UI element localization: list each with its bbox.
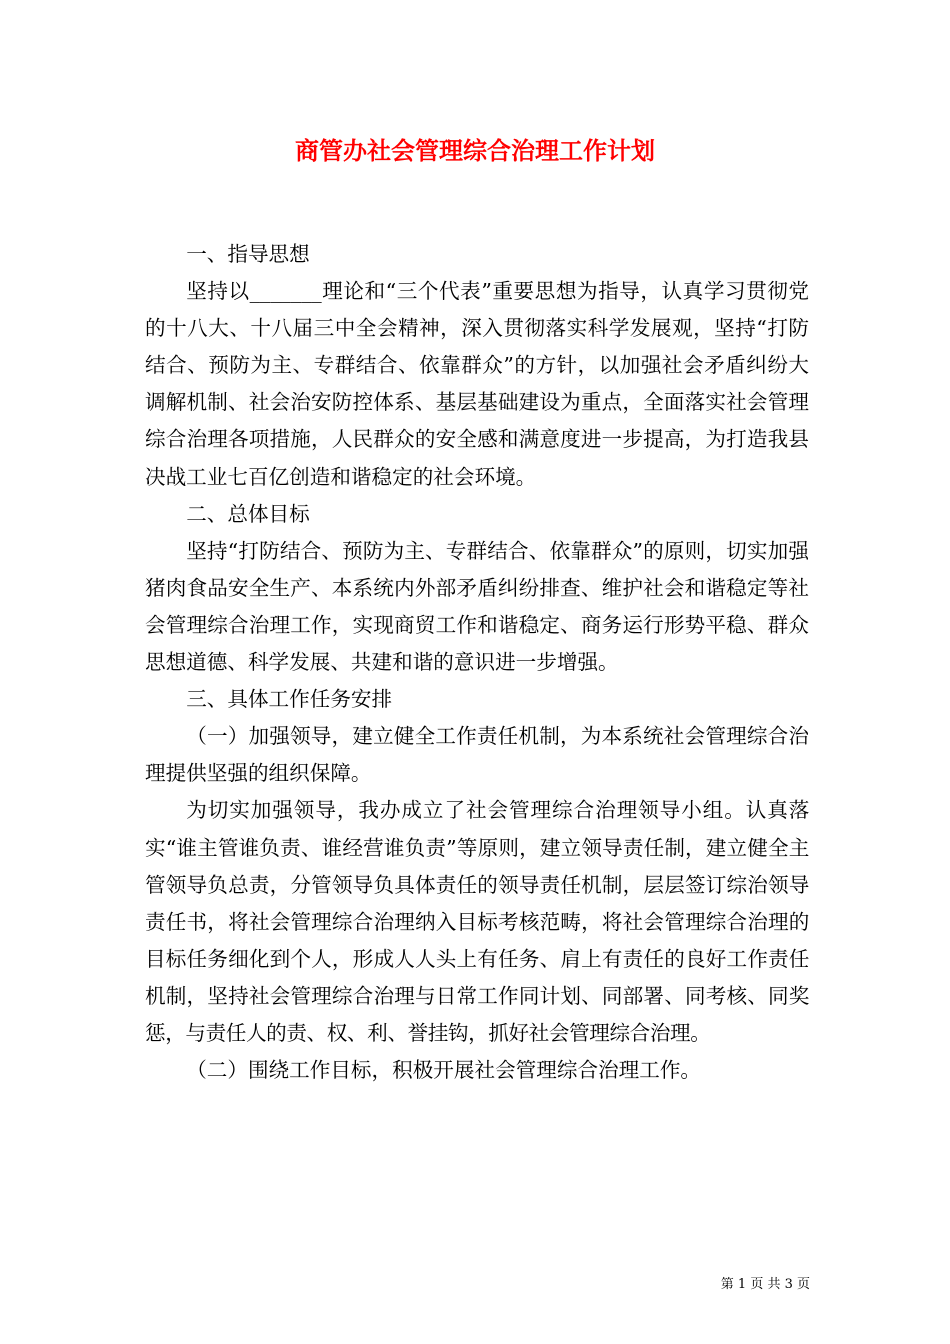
section-heading-overall-goal: 二、总体目标 bbox=[186, 501, 310, 526]
section-heading-task-arrangement: 三、具体工作任务安排 bbox=[186, 687, 393, 712]
subheading-strengthen-leadership: （一）加强领导，建立健全工作责任机制，为本系统社会管理综合治理提供坚强的组织保障。 bbox=[145, 724, 809, 786]
document-body bbox=[145, 236, 809, 1089]
page-number: 第 1 页 共 3 页 bbox=[720, 1277, 810, 1292]
page-title: 商管办社会管理综合治理工作计划 bbox=[295, 136, 655, 165]
subheading-work-goals: （二）围绕工作目标，积极开展社会管理综合治理工作。 bbox=[186, 1058, 702, 1083]
paragraph-leadership-details: 为切实加强领导，我办成立了社会管理综合治理领导小组。认真落实“谁主管谁负责、谁经营谁负责”等原则，建立领导责任制，建立健全主管领导负总责，分管领导负具体责任的领导责任机制，层层签订综治领导责任书，将社会管理综合治理纳入目标考核范畴，将社会管理综合治理的目标任务细化到个人，形成人人头上有任务、肩上有责任的良好工作责任机制，坚持社会管理综合治理与日常工作同计划、同部署、同考核、同奖惩，与责任人的责、权、利、誉挂钩，抓好社会管理综合治理。 bbox=[145, 798, 809, 1045]
paragraph-guiding-ideology: 坚持以_______理论和“三个代表”重要思想为指导，认真学习贯彻党的十八大、十八届三中全会精神，深入贯彻落实科学发展观，坚持“打防结合、预防为主、专群结合、依靠群众”的方针，以加强社会矛盾纠纷大调解机制、社会治安防控体系、基层基础建设为重点，全面落实社会管理综合治理各项措施，人民群众的安全感和满意度进一步提高，为打造我县决战工业七百亿创造和谐稳定的社会环境。 bbox=[145, 279, 809, 489]
paragraph-overall-goal: 坚持“打防结合、预防为主、专群结合、依靠群众”的原则，切实加强猪肉食品安全生产、本系统内外部矛盾纠纷排查、维护社会和谐稳定等社会管理综合治理工作，实现商贸工作和谐稳定、商务运行形势平稳、群众思想道德、科学发展、共建和谐的意识进一步增强。 bbox=[145, 538, 809, 675]
section-heading-guiding-ideology: 一、指导思想 bbox=[186, 242, 310, 266]
